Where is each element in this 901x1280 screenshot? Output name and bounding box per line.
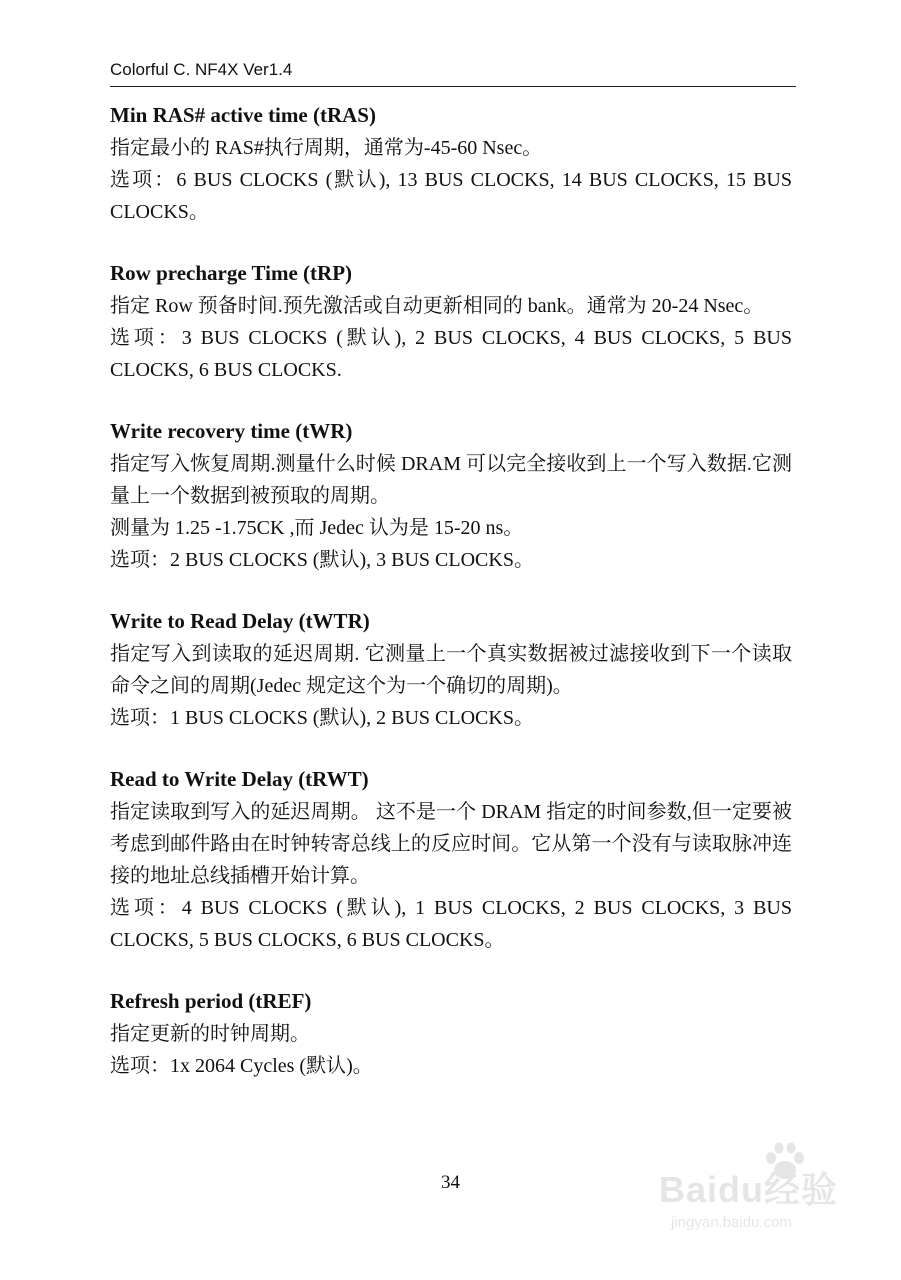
section-twtr xyxy=(110,606,792,734)
section-title: Write to Read Delay (tWTR) xyxy=(110,609,370,633)
paragraph: 选项：4 BUS CLOCKS (默认), 1 BUS CLOCKS, 2 BUS CLOCKS, 3 BUS CLOCKS, 5 BUS CLOCKS, 6 BUS CLOCKS。 xyxy=(110,897,792,951)
section-title: Min RAS# active time (tRAS) xyxy=(110,103,376,127)
paragraph: 选项：1x 2064 Cycles (默认)。 xyxy=(110,1055,373,1077)
watermark-logo: Baidu经验 xyxy=(659,1169,839,1210)
paragraph: 选项：1 BUS CLOCKS (默认), 2 BUS CLOCKS。 xyxy=(110,707,534,729)
section-twr xyxy=(110,416,792,576)
header-rule xyxy=(110,86,796,87)
paragraph: 指定写入恢复周期.测量什么时候 DRAM 可以完全接收到上一个写入数据.它测量上一个数据到被预取的周期。 xyxy=(110,453,792,507)
section-trp xyxy=(110,258,792,386)
paragraph: 选项：6 BUS CLOCKS (默认), 13 BUS CLOCKS, 14 BUS CLOCKS, 15 BUS CLOCKS。 xyxy=(110,169,792,223)
paragraph: 指定更新的时钟周期。 xyxy=(110,1023,310,1045)
section-trwt xyxy=(110,764,792,956)
paragraph: 指定写入到读取的延迟周期. 它测量上一个真实数据被过滤接收到下一个读取命令之间的周期(Jedec 规定这个为一个确切的周期)。 xyxy=(110,643,792,697)
paragraph: 指定 Row 预备时间.预先激活或自动更新相同的 bank。通常为 20-24 Nsec。 xyxy=(110,295,764,317)
paragraph: 指定读取到写入的延迟周期。 这不是一个 DRAM 指定的时间参数,但一定要被考虑到邮件路由在时钟转寄总线上的反应时间。它从第一个没有与读取脉冲连接的地址总线插槽开始计算。 xyxy=(110,801,792,887)
section-title: Refresh period (tREF) xyxy=(110,989,312,1013)
section-title: Row precharge Time (tRP) xyxy=(110,261,353,285)
baidu-watermark xyxy=(659,1142,849,1232)
document-body xyxy=(110,100,792,1112)
paragraph: 测量为 1.25 -1.75CK ,而 Jedec 认为是 15-20 ns。 xyxy=(110,517,524,539)
paragraph: 选项：3 BUS CLOCKS (默认), 2 BUS CLOCKS, 4 BUS CLOCKS, 5 BUS CLOCKS, 6 BUS CLOCKS. xyxy=(110,327,792,381)
section-title: Write recovery time (tWR) xyxy=(110,419,353,443)
watermark-url: jingyan.baidu.com xyxy=(671,1214,792,1231)
page-header: Colorful C. NF4X Ver1.4 xyxy=(110,60,293,79)
section-title: Read to Write Delay (tRWT) xyxy=(110,767,369,791)
section-tras xyxy=(110,100,792,228)
page-number: 34 xyxy=(441,1172,460,1193)
paragraph: 选项：2 BUS CLOCKS (默认), 3 BUS CLOCKS。 xyxy=(110,549,534,571)
paragraph: 指定最小的 RAS#执行周期，通常为-45-60 Nsec。 xyxy=(110,137,543,159)
section-tref xyxy=(110,986,792,1082)
